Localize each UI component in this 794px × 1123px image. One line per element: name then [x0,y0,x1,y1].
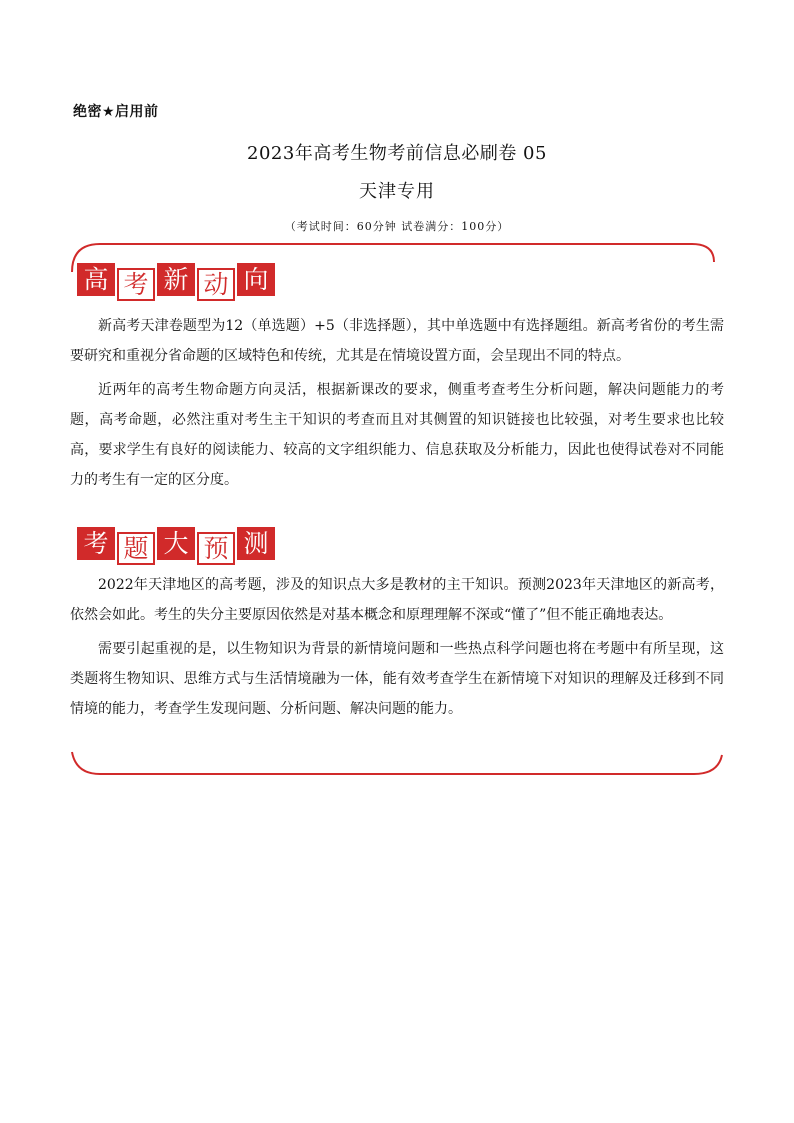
confidential-label: 绝密★启用前 [73,104,159,120]
banner-char: 题 [117,532,155,565]
section-banner-gaokao-trends [77,263,275,301]
banner-char: 测 [237,527,275,560]
paragraph: 新高考天津卷题型为12（单选题）+5（非选择题），其中单选题中有选择题组。新高考省份的考生需要研究和重视分省命题的区域特色和传统，尤其是在情境设置方面，会呈现出不同的特点。 [70,318,724,364]
banner-char: 考 [117,268,155,301]
banner-char: 向 [237,263,275,296]
banner-char: 预 [197,532,235,565]
paragraph: 近两年的高考生物命题方向灵活，根据新课改的要求，侧重考查考生分析问题，解决问题能力的考题，高考命题，必然注重对考生主干知识的考查而且对其侧置的知识链接也比较强，对考生要求也比较高，要求学生有良好的阅读能力、较高的文字组织能力、信息获取及分析能力，因此也使得试卷对不同能力的考生有一定的区分度。 [70,382,724,488]
frame-bottom-curve [72,752,722,774]
banner-char: 考 [77,527,115,560]
paragraph: 2022年天津地区的高考题，涉及的知识点大多是教材的主干知识。预测2023年天津地区的新高考，依然会如此。考生的失分主要原因依然是对基本概念和原理理解不深或“懂了”但不能正确地表达。 [70,577,724,623]
banner-char: 新 [157,263,195,296]
banner-char: 高 [77,263,115,296]
banner-char: 动 [197,268,235,301]
paragraph: 需要引起重视的是，以生物知识为背景的新情境问题和一些热点科学问题也将在考题中有所呈现，这类题将生物知识、思维方式与生活情境融为一体，能有效考查学生在新情境下对知识的理解及迁移到不同情境的能力，考查学生发现问题、分析问题、解决问题的能力。 [70,641,724,717]
section-banner-exam-forecast [77,527,275,565]
exam-info: （考试时间：60分钟 试卷满分：100分） [284,220,510,233]
page-subtitle: 天津专用 [359,181,435,202]
banner-char: 大 [157,527,195,560]
page-title: 2023年高考生物考前信息必刷卷 05 [247,143,547,164]
